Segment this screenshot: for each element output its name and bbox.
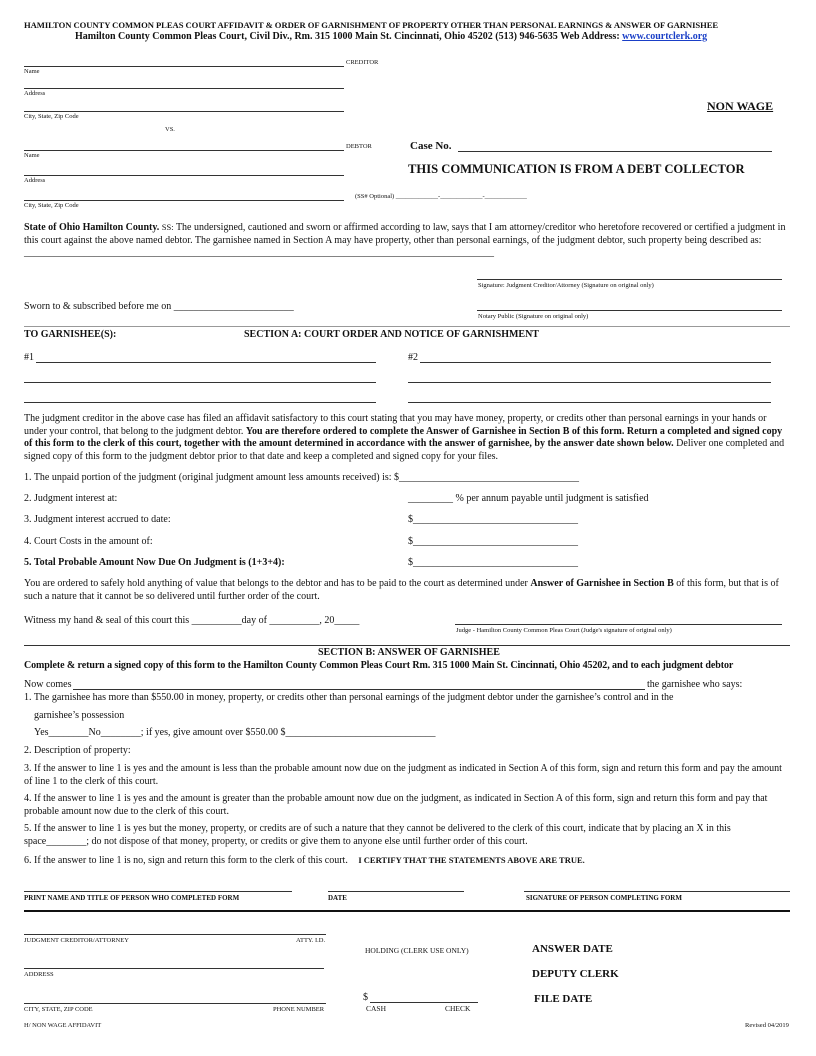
order-text-start: The judgment creditor in the above case has filed an affidavit satisfactory to this court stating that you may have money, property, or credits other than personal earnings in your hands or under your control, that belong to the judgment debtor. xyxy=(24,413,767,437)
creditor-address-label: Address xyxy=(24,90,46,97)
divider xyxy=(24,645,790,646)
court-address: Hamilton County Common Pleas Court, Civil Div., Rm. 315 1000 Main St. Cincinnati, Ohio 45202 (513) 946-5635 Web Address: xyxy=(75,31,620,42)
yes-no-field[interactable]: Yes________No________; if yes, give amount over $550.00 $______________________________ xyxy=(34,727,436,738)
holding-label: HOLDING (CLERK USE ONLY) xyxy=(365,946,469,955)
garnishee-name-line[interactable] xyxy=(73,689,645,690)
creditor-city-label: City, State, Zip Code xyxy=(24,113,79,120)
item-interest-rate-label: 2. Judgment interest at: xyxy=(24,493,118,504)
section-a-title: SECTION A: COURT ORDER AND NOTICE OF GARNISHMENT xyxy=(244,329,539,340)
item-unpaid-judgment[interactable]: 1. The unpaid portion of the judgment (original judgment amount less amounts received) is: $____________________________________ xyxy=(24,472,580,483)
divider xyxy=(24,326,790,327)
creditor-signature-label: Signature: Judgment Creditor/Attorney (Signature on original only) xyxy=(478,282,654,289)
divider-thick xyxy=(24,910,790,912)
section-b-instructions: Complete & return a signed copy of this form to the Hamilton County Common Pleas Court Rm. 315 1000 Main St. Cincinnati, Ohio 45202, and to each judgment debtor xyxy=(24,660,734,671)
interest-rate-field[interactable]: _________ % per annum payable until judgment is satisfied xyxy=(408,493,649,504)
completer-signature-label: SIGNATURE OF PERSON COMPLETING FORM xyxy=(526,894,682,902)
section-b-title: SECTION B: ANSWER OF GARNISHEE xyxy=(318,647,500,658)
date-line[interactable] xyxy=(328,891,464,892)
sworn-line[interactable]: Sworn to & subscribed before me on ________________________ xyxy=(24,301,294,312)
witness-line[interactable]: Witness my hand & seal of this court this __________day of __________, 20_____ xyxy=(24,615,360,626)
non-wage-label: NON WAGE xyxy=(707,99,774,113)
answer-2: 2. Description of property: xyxy=(24,745,131,756)
attorney-id-label: ATTY. I.D. xyxy=(296,937,326,944)
versus-label: VS. xyxy=(165,126,175,133)
print-name-label: PRINT NAME AND TITLE OF PERSON WHO COMPLETED FORM xyxy=(24,894,240,902)
item-court-costs-label: 4. Court Costs in the amount of: xyxy=(24,536,153,547)
answer-6-line xyxy=(24,855,585,866)
garnishee-1-line-3[interactable] xyxy=(24,402,376,403)
cash-label[interactable]: CASH xyxy=(366,1004,387,1013)
notary-signature-line[interactable] xyxy=(477,310,782,311)
notary-signature-label: Notary Public (Signature on original only) xyxy=(478,313,589,320)
debtor-label: DEBTOR xyxy=(346,143,372,150)
judge-signature-line[interactable] xyxy=(455,624,782,625)
holding-dollar-sign: $ xyxy=(363,992,368,1003)
debt-collector-notice: THIS COMMUNICATION IS FROM A DEBT COLLECTOR xyxy=(408,162,745,176)
print-name-line[interactable] xyxy=(24,891,292,892)
creditor-address-line[interactable] xyxy=(24,88,344,89)
total-due-field[interactable]: $_________________________________ xyxy=(408,557,578,568)
to-garnishee-heading: TO GARNISHEE(S): xyxy=(24,329,117,340)
hold-text-bold: Answer of Garnishee in Section B xyxy=(530,578,674,589)
court-costs-field[interactable]: $_________________________________ xyxy=(408,536,578,547)
garnishee-1-line-2[interactable] xyxy=(24,382,376,383)
interest-accrued-field[interactable]: $_________________________________ xyxy=(408,514,578,525)
bottom-city-line[interactable] xyxy=(24,1003,326,1004)
affidavit-paragraph xyxy=(24,221,790,260)
debtor-address-line[interactable] xyxy=(24,175,344,176)
affidavit-text: The undersigned, cautioned and sworn or affirmed according to law, says that I am attorney/creditor who heretofore recovered or certified a judgment in this court against the above named debtor. The garnishee named in Section A may have property, other than personal earnings, of the judgment debtor, such property being described as: ______________________________________________________________________________________________ xyxy=(24,222,786,258)
answer-4: 4. If the answer to line 1 is yes and the amount is greater than the probable amount now due on the judgment, as indicated in Section A of this form, sign and return this form and pay that probable amount now due to the clerk of this court. xyxy=(24,793,768,817)
item-total-due-label: 5. Total Probable Amount Now Due On Judgment is (1+3+4): xyxy=(24,557,285,568)
case-number-label: Case No. xyxy=(410,140,452,152)
garnishee-2-line-2[interactable] xyxy=(408,382,771,383)
hold-paragraph xyxy=(24,578,790,603)
answer-6: 6. If the answer to line 1 is no, sign and return this form to the clerk of this court. xyxy=(24,855,348,866)
garnishee-2-label: #2 xyxy=(408,352,418,363)
answer-5: 5. If the answer to line 1 is yes but the money, property, or credits are of such a nature that they cannot be delivered to the clerk of this court, indicate that by placing an X in this space________; do not dispose of that money, property, or credits or give them to anyone else until further order of this court. xyxy=(24,823,731,847)
debtor-city-label: City, State, Zip Code xyxy=(24,202,79,209)
order-text-end: Deliver one completed and signed copy of this form to the judgment debtor prior to that date and keep a completed and signed copy for your files. xyxy=(24,438,785,462)
bottom-city-label: CITY, STATE, ZIP CODE xyxy=(24,1006,93,1013)
bottom-address-line[interactable] xyxy=(24,968,324,969)
check-label[interactable]: CHECK xyxy=(445,1004,471,1013)
garnishee-1-label: #1 xyxy=(24,352,34,363)
now-comes-label: Now comes xyxy=(24,679,72,690)
debtor-address-label: Address xyxy=(24,177,46,184)
creditor-name-line[interactable] xyxy=(24,66,344,67)
garnishee-2-line-3[interactable] xyxy=(408,402,771,403)
answer-date-label: ANSWER DATE xyxy=(532,943,613,955)
answer-1: 1. The garnishee has more than $550.00 in money, property, or credits other than personal earnings of the judgment debtor under the garnishee’s control and in the xyxy=(24,692,674,703)
file-date-label: FILE DATE xyxy=(534,993,593,1005)
court-address-line xyxy=(75,31,707,42)
creditor-attorney-label: JUDGMENT CREDITOR/ATTORNEY xyxy=(24,937,129,944)
date-label: DATE xyxy=(328,894,347,902)
phone-number-label: PHONE NUMBER xyxy=(273,1006,325,1013)
garnishee-2-line-1[interactable] xyxy=(420,362,771,363)
debtor-name-label: Name xyxy=(24,152,40,159)
completer-signature-line[interactable] xyxy=(524,891,790,892)
order-text-bold: You are therefore ordered to complete the Answer of Garnishee in Section B of this form. Return a completed and signed copy of this form to the clerk of this court, together with the amount determined in accordance with the answer of garnishee, by the answer date shown below. xyxy=(24,425,783,449)
deputy-clerk-label: DEPUTY CLERK xyxy=(532,968,619,980)
answer-1-cont: garnishee’s possession xyxy=(34,710,125,721)
form-title: HAMILTON COUNTY COMMON PLEAS COURT AFFIDAVIT & ORDER OF GARNISHMENT OF PROPERTY OTHER THAN PERSONAL EARNINGS & ANSWER OF GARNISHEE xyxy=(24,20,719,30)
case-number-line[interactable] xyxy=(458,151,772,152)
state-county: State of Ohio Hamilton County. xyxy=(24,222,160,233)
garnishee-1-line-1[interactable] xyxy=(36,362,376,363)
creditor-label: CREDITOR xyxy=(346,59,379,66)
ss-mark: SS: xyxy=(161,222,174,232)
hold-text-end: of this form, but that is of such a nature that it cannot be so delivered until further order of the court. xyxy=(24,578,779,602)
bottom-address-label: ADDRESS xyxy=(24,971,54,978)
creditor-attorney-line[interactable] xyxy=(24,934,326,935)
item-interest-accrued-label: 3. Judgment interest accrued to date: xyxy=(24,514,171,525)
creditor-name-label: Name xyxy=(24,68,40,75)
judge-signature-label: Judge - Hamilton County Common Pleas Court (Judge's signature of original only) xyxy=(456,627,672,634)
debtor-city-line[interactable] xyxy=(24,200,344,201)
court-website-link[interactable]: www.courtclerk.org xyxy=(622,31,708,42)
answer-3: 3. If the answer to line 1 is yes and the amount is less than the probable amount now due on the judgment as indicated in Section A of this form, sign and return this form and pay the amount of line 1 to the clerk of this court. xyxy=(24,763,782,787)
form-id: H/ NON WAGE AFFIDAVIT xyxy=(24,1022,102,1029)
creditor-city-line[interactable] xyxy=(24,111,344,112)
certify-statement: I CERTIFY THAT THE STATEMENTS ABOVE ARE TRUE. xyxy=(358,855,585,865)
revision-date: Revised 04/2019 xyxy=(745,1022,789,1029)
order-paragraph xyxy=(24,413,790,463)
creditor-signature-line[interactable] xyxy=(477,279,782,280)
holding-amount-line[interactable] xyxy=(370,1002,478,1003)
hold-text-start: You are ordered to safely hold anything of value that belongs to the debtor and has to be paid to the court as determined under xyxy=(24,578,531,589)
ssn-field[interactable]: (SS# Optional) _____________-_____________-_____________ xyxy=(355,193,527,200)
debtor-name-line[interactable] xyxy=(24,150,344,151)
garnishee-says-label: the garnishee who says: xyxy=(647,679,743,690)
